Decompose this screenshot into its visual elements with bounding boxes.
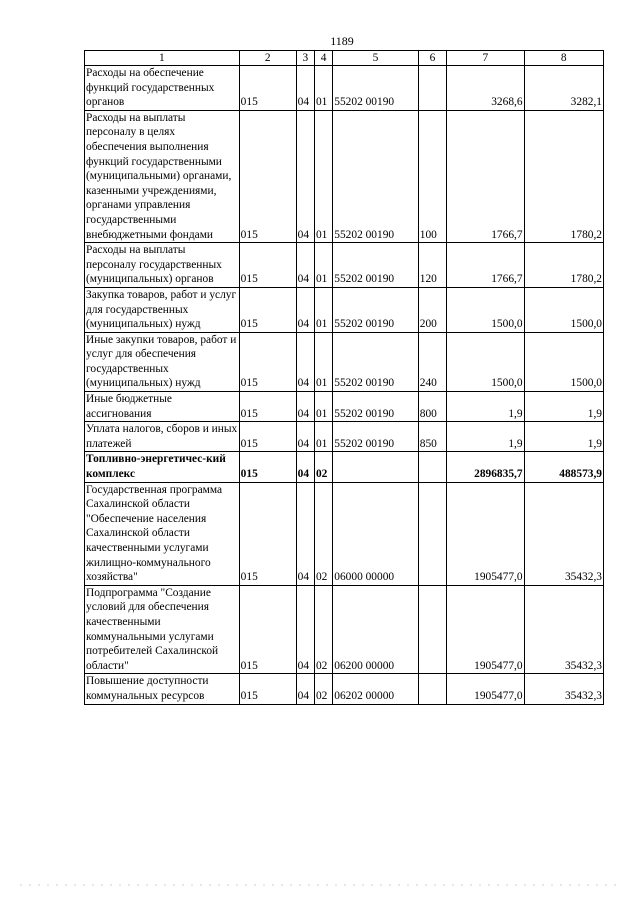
expense-name-cell: Иные закупки товаров, работ и услуг для обеспечения государственных (муниципальных) нужд bbox=[85, 332, 240, 391]
table-row bbox=[85, 332, 604, 391]
code-cell-c8: 1,9 bbox=[524, 422, 603, 452]
code-cell-c6: 850 bbox=[418, 422, 446, 452]
code-cell-c4: 02 bbox=[314, 482, 332, 585]
table-row bbox=[85, 66, 604, 111]
table-row bbox=[85, 585, 604, 674]
code-cell-c7: 1,9 bbox=[447, 422, 524, 452]
code-cell-c2: 015 bbox=[239, 452, 296, 482]
code-cell-c7: 1766,7 bbox=[447, 110, 524, 242]
code-cell-c4: 02 bbox=[314, 585, 332, 674]
code-cell-c2: 015 bbox=[239, 287, 296, 332]
code-cell-c2: 015 bbox=[239, 422, 296, 452]
code-cell-c5: 06202 00000 bbox=[333, 674, 418, 704]
code-cell-c2: 015 bbox=[239, 66, 296, 111]
code-cell-c5: 55202 00190 bbox=[333, 332, 418, 391]
code-cell-c8: 1500,0 bbox=[524, 332, 603, 391]
expense-name-cell: Подпрограмма "Создание условий для обеспечения качественными коммунальными услугами потребителей Сахалинской области" bbox=[85, 585, 240, 674]
column-header: 3 bbox=[296, 51, 314, 66]
code-cell-c5: 55202 00190 bbox=[333, 422, 418, 452]
code-cell-c3: 04 bbox=[296, 392, 314, 422]
expense-name-cell: Расходы на выплаты персоналу государственных (муниципальных) органов bbox=[85, 243, 240, 288]
code-cell-c3: 04 bbox=[296, 287, 314, 332]
code-cell-c8: 3282,1 bbox=[524, 66, 603, 111]
code-cell-c3: 04 bbox=[296, 422, 314, 452]
code-cell-c6: 240 bbox=[418, 332, 446, 391]
code-cell-c2: 015 bbox=[239, 482, 296, 585]
code-cell-c6 bbox=[418, 66, 446, 111]
code-cell-c5: 55202 00190 bbox=[333, 243, 418, 288]
code-cell-c4: 01 bbox=[314, 422, 332, 452]
code-cell-c7: 1905477,0 bbox=[447, 674, 524, 704]
code-cell-c4: 01 bbox=[314, 392, 332, 422]
code-cell-c4: 02 bbox=[314, 674, 332, 704]
column-header: 1 bbox=[85, 51, 240, 66]
code-cell-c6: 120 bbox=[418, 243, 446, 288]
table-row bbox=[85, 482, 604, 585]
code-cell-c5: 06200 00000 bbox=[333, 585, 418, 674]
scan-noise bbox=[20, 884, 620, 886]
code-cell-c2: 015 bbox=[239, 332, 296, 391]
code-cell-c7: 1905477,0 bbox=[447, 482, 524, 585]
code-cell-c6 bbox=[418, 585, 446, 674]
code-cell-c5: 55202 00190 bbox=[333, 66, 418, 111]
code-cell-c5: 55202 00190 bbox=[333, 110, 418, 242]
column-header: 4 bbox=[314, 51, 332, 66]
table-row bbox=[85, 287, 604, 332]
code-cell-c2: 015 bbox=[239, 243, 296, 288]
code-cell-c2: 015 bbox=[239, 392, 296, 422]
code-cell-c8: 35432,3 bbox=[524, 482, 603, 585]
code-cell-c4: 02 bbox=[314, 452, 332, 482]
expense-name-cell: Расходы на выплаты персоналу в целях обеспечения выполнения функций государственными (муниципальными) органами, казенными учреждениями, органами управления государственными внебюджетными фондами bbox=[85, 110, 240, 242]
code-cell-c3: 04 bbox=[296, 482, 314, 585]
code-cell-c3: 04 bbox=[296, 452, 314, 482]
code-cell-c3: 04 bbox=[296, 110, 314, 242]
table-row bbox=[85, 422, 604, 452]
column-header: 5 bbox=[333, 51, 418, 66]
code-cell-c7: 1766,7 bbox=[447, 243, 524, 288]
code-cell-c6 bbox=[418, 482, 446, 585]
code-cell-c6: 100 bbox=[418, 110, 446, 242]
column-header: 8 bbox=[524, 51, 603, 66]
code-cell-c8: 1,9 bbox=[524, 392, 603, 422]
code-cell-c4: 01 bbox=[314, 243, 332, 288]
expense-name-cell: Повышение доступности коммунальных ресурсов bbox=[85, 674, 240, 704]
code-cell-c7: 1905477,0 bbox=[447, 585, 524, 674]
code-cell-c4: 01 bbox=[314, 332, 332, 391]
table-row bbox=[85, 452, 604, 482]
expense-name-cell: Уплата налогов, сборов и иных платежей bbox=[85, 422, 240, 452]
budget-table bbox=[84, 50, 604, 705]
code-cell-c7: 2896835,7 bbox=[447, 452, 524, 482]
expense-name-cell: Топливно-энергетичес-кий комплекс bbox=[85, 452, 240, 482]
code-cell-c5: 06000 00000 bbox=[333, 482, 418, 585]
code-cell-c8: 488573,9 bbox=[524, 452, 603, 482]
table-row bbox=[85, 392, 604, 422]
code-cell-c4: 01 bbox=[314, 287, 332, 332]
code-cell-c5 bbox=[333, 452, 418, 482]
code-cell-c5: 55202 00190 bbox=[333, 287, 418, 332]
code-cell-c8: 1780,2 bbox=[524, 110, 603, 242]
table-row bbox=[85, 674, 604, 704]
code-cell-c3: 04 bbox=[296, 66, 314, 111]
code-cell-c2: 015 bbox=[239, 110, 296, 242]
code-cell-c8: 1500,0 bbox=[524, 287, 603, 332]
code-cell-c3: 04 bbox=[296, 243, 314, 288]
column-header: 2 bbox=[239, 51, 296, 66]
table-row bbox=[85, 110, 604, 242]
code-cell-c2: 015 bbox=[239, 674, 296, 704]
code-cell-c2: 015 bbox=[239, 585, 296, 674]
column-header-row bbox=[85, 51, 604, 66]
column-header: 7 bbox=[447, 51, 524, 66]
code-cell-c4: 01 bbox=[314, 110, 332, 242]
table-row bbox=[85, 243, 604, 288]
expense-name-cell: Закупка товаров, работ и услуг для государственных (муниципальных) нужд bbox=[85, 287, 240, 332]
code-cell-c8: 1780,2 bbox=[524, 243, 603, 288]
code-cell-c3: 04 bbox=[296, 332, 314, 391]
code-cell-c8: 35432,3 bbox=[524, 674, 603, 704]
code-cell-c6 bbox=[418, 674, 446, 704]
code-cell-c6: 800 bbox=[418, 392, 446, 422]
page-number: 1189 bbox=[330, 34, 354, 48]
code-cell-c3: 04 bbox=[296, 674, 314, 704]
expense-name-cell: Расходы на обеспечение функций государственных органов bbox=[85, 66, 240, 111]
expense-name-cell: Государственная программа Сахалинской области "Обеспечение населения Сахалинской области качественными услугами жилищно-коммунального хозяйства" bbox=[85, 482, 240, 585]
code-cell-c3: 04 bbox=[296, 585, 314, 674]
code-cell-c7: 3268,6 bbox=[447, 66, 524, 111]
code-cell-c8: 35432,3 bbox=[524, 585, 603, 674]
code-cell-c4: 01 bbox=[314, 66, 332, 111]
code-cell-c7: 1500,0 bbox=[447, 287, 524, 332]
code-cell-c6 bbox=[418, 452, 446, 482]
code-cell-c7: 1500,0 bbox=[447, 332, 524, 391]
expense-name-cell: Иные бюджетные ассигнования bbox=[85, 392, 240, 422]
code-cell-c7: 1,9 bbox=[447, 392, 524, 422]
code-cell-c6: 200 bbox=[418, 287, 446, 332]
code-cell-c5: 55202 00190 bbox=[333, 392, 418, 422]
column-header: 6 bbox=[418, 51, 446, 66]
